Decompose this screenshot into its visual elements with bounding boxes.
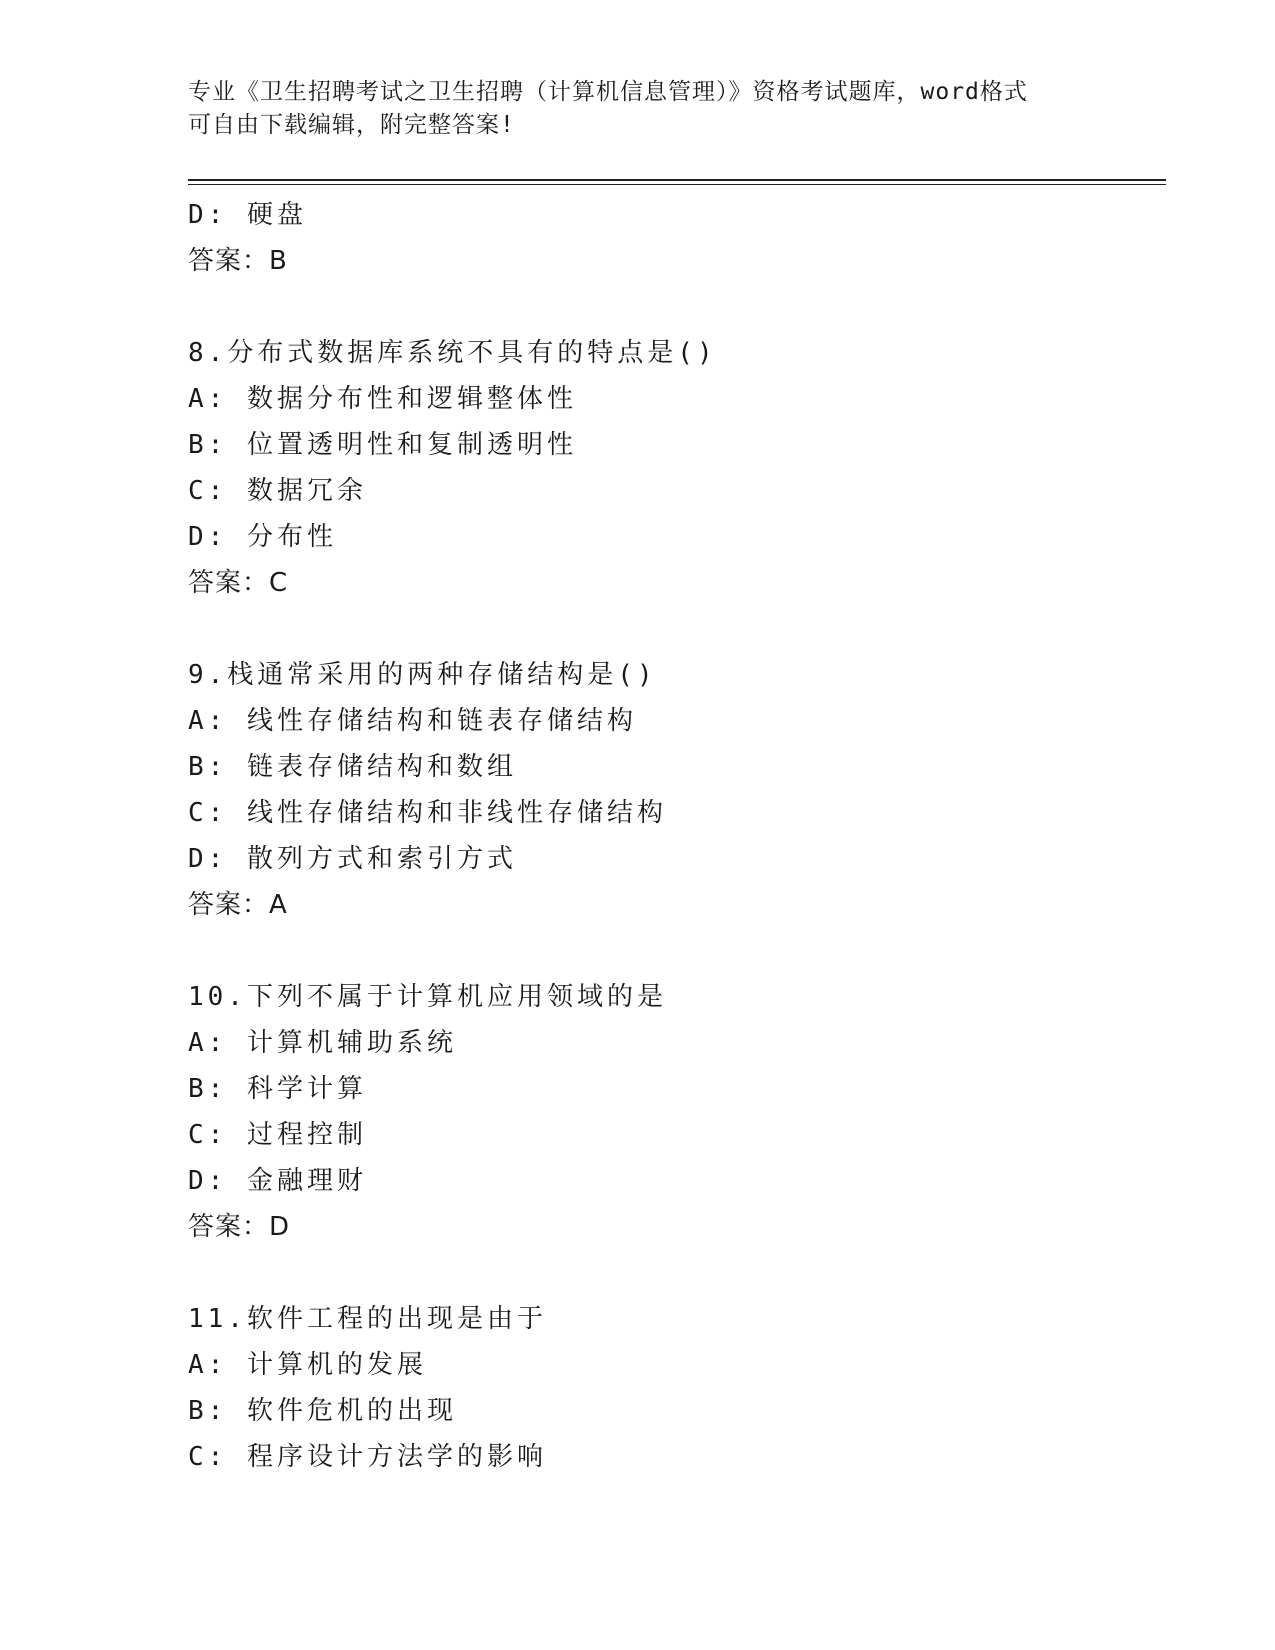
option-d: D: 分布性 bbox=[188, 522, 337, 552]
question-10 bbox=[188, 974, 1166, 1250]
question-11 bbox=[188, 1296, 1166, 1480]
question-9 bbox=[188, 652, 1166, 928]
spacer bbox=[188, 284, 1166, 330]
question-stem: 10.下列不属于计算机应用领域的是 bbox=[188, 982, 667, 1012]
option-c: C: 线性存储结构和非线性存储结构 bbox=[188, 798, 667, 828]
header-divider-thin bbox=[188, 184, 1166, 185]
answer-line: 答案：C bbox=[188, 568, 289, 598]
question-8 bbox=[188, 330, 1166, 606]
answer-line: 答案：B bbox=[188, 246, 288, 276]
option-c: C: 过程控制 bbox=[188, 1120, 367, 1150]
option-a: A: 计算机辅助系统 bbox=[188, 1028, 457, 1058]
answer-line: 答案：A bbox=[188, 890, 288, 920]
question-stem: 11.软件工程的出现是由于 bbox=[188, 1304, 547, 1334]
option-a: A: 线性存储结构和链表存储结构 bbox=[188, 706, 637, 736]
option-c: C: 数据冗余 bbox=[188, 476, 367, 506]
document-header bbox=[188, 76, 1088, 142]
question-list bbox=[188, 192, 1166, 1480]
question-stem: 8.分布式数据库系统不具有的特点是() bbox=[188, 338, 717, 368]
option-b: B: 软件危机的出现 bbox=[188, 1396, 457, 1426]
question-stem: 9.栈通常采用的两种存储结构是() bbox=[188, 660, 657, 690]
option-d: D: 金融理财 bbox=[188, 1166, 367, 1196]
header-line-2: 可自由下载编辑，附完整答案! bbox=[188, 112, 515, 138]
option-a: A: 数据分布性和逻辑整体性 bbox=[188, 384, 577, 414]
option-b: B: 位置透明性和复制透明性 bbox=[188, 430, 577, 460]
spacer bbox=[188, 606, 1166, 652]
header-divider-thick bbox=[188, 179, 1166, 181]
option-a: A: 计算机的发展 bbox=[188, 1350, 427, 1380]
spacer bbox=[188, 928, 1166, 974]
previous-question-tail bbox=[188, 192, 1166, 284]
option-d: D: 散列方式和索引方式 bbox=[188, 844, 517, 874]
option-b: B: 科学计算 bbox=[188, 1074, 367, 1104]
option-c: C: 程序设计方法学的影响 bbox=[188, 1442, 547, 1472]
header-line-1: 专业《卫生招聘考试之卫生招聘（计算机信息管理）》资格考试题库，word格式 bbox=[188, 79, 1028, 105]
spacer bbox=[188, 1250, 1166, 1296]
option-d: D: 硬盘 bbox=[188, 200, 307, 230]
option-b: B: 链表存储结构和数组 bbox=[188, 752, 517, 782]
answer-line: 答案：D bbox=[188, 1212, 291, 1242]
